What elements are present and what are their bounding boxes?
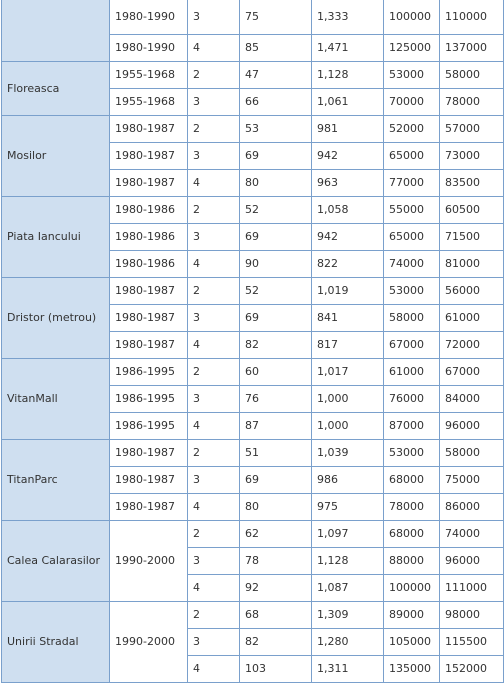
price-min-cell: 58000 [384,304,440,331]
price-min-cell: 67000 [384,331,440,358]
rooms-cell: 2 [188,439,240,466]
area-cell: 52 [240,196,312,223]
construction-period-cell: 1980-1987 [110,493,188,520]
area-cell: 62 [240,520,312,547]
area-cell: 60 [240,358,312,385]
table-row [2,61,504,88]
construction-period-cell: 1955-1968 [110,61,188,88]
price-per-sqm-cell: 963 [312,169,384,196]
table-row [2,0,504,34]
price-min-cell: 53000 [384,61,440,88]
rooms-cell: 3 [188,466,240,493]
construction-period-cell: 1980-1987 [110,277,188,304]
price-max-cell: 78000 [440,88,504,115]
price-min-cell: 52000 [384,115,440,142]
construction-period-cell: 1990-2000 [110,601,188,682]
rooms-cell: 4 [188,655,240,682]
price-min-cell: 53000 [384,277,440,304]
price-per-sqm-cell: 1,311 [312,655,384,682]
rooms-cell: 4 [188,574,240,601]
price-per-sqm-cell: 1,097 [312,520,384,547]
price-min-cell: 68000 [384,466,440,493]
price-min-cell: 105000 [384,628,440,655]
price-max-cell: 57000 [440,115,504,142]
table-row [2,601,504,628]
price-min-cell: 88000 [384,547,440,574]
price-max-cell: 137000 [440,34,504,61]
area-cell: 103 [240,655,312,682]
price-per-sqm-cell: 975 [312,493,384,520]
rooms-cell: 4 [188,493,240,520]
price-per-sqm-cell: 942 [312,223,384,250]
area-cell: 68 [240,601,312,628]
construction-period-cell: 1980-1987 [110,169,188,196]
apartment-price-table [1,0,504,683]
table-row [2,520,504,547]
price-max-cell: 84000 [440,385,504,412]
price-max-cell: 75000 [440,466,504,493]
construction-period-cell: 1980-1987 [110,331,188,358]
price-min-cell: 100000 [384,0,440,34]
rooms-cell: 3 [188,304,240,331]
price-max-cell: 56000 [440,277,504,304]
construction-period-cell: 1980-1986 [110,223,188,250]
construction-period-cell: 1980-1986 [110,250,188,277]
table-row [2,277,504,304]
rooms-cell: 2 [188,61,240,88]
area-cell: 80 [240,493,312,520]
construction-period-cell: 1980-1987 [110,142,188,169]
price-max-cell: 58000 [440,439,504,466]
rooms-cell: 4 [188,34,240,61]
area-cell: 76 [240,385,312,412]
rooms-cell: 2 [188,115,240,142]
price-per-sqm-cell: 1,087 [312,574,384,601]
price-min-cell: 74000 [384,250,440,277]
area-cell: 82 [240,331,312,358]
rooms-cell: 2 [188,277,240,304]
construction-period-cell: 1990-2000 [110,520,188,601]
construction-period-cell: 1980-1987 [110,304,188,331]
table-row [2,115,504,142]
price-min-cell: 78000 [384,493,440,520]
zone-name-cell: Calea Calarasilor [2,520,110,601]
construction-period-cell: 1980-1987 [110,466,188,493]
zone-name-cell: Dristor (metrou) [2,277,110,358]
rooms-cell: 3 [188,142,240,169]
area-cell: 92 [240,574,312,601]
area-cell: 78 [240,547,312,574]
price-per-sqm-cell: 1,061 [312,88,384,115]
price-min-cell: 65000 [384,142,440,169]
area-cell: 47 [240,61,312,88]
rooms-cell: 4 [188,331,240,358]
zone-name-cell: Unirii Stradal [2,601,110,682]
price-max-cell: 72000 [440,331,504,358]
construction-period-cell: 1980-1986 [110,196,188,223]
rooms-cell: 2 [188,196,240,223]
price-max-cell: 61000 [440,304,504,331]
table-row [2,358,504,385]
price-per-sqm-cell: 1,019 [312,277,384,304]
construction-period-cell: 1980-1990 [110,34,188,61]
construction-period-cell: 1955-1968 [110,88,188,115]
area-cell: 87 [240,412,312,439]
price-per-sqm-cell: 1,128 [312,547,384,574]
price-per-sqm-cell: 822 [312,250,384,277]
zone-name-cell: Floreasca [2,61,110,115]
price-per-sqm-cell: 942 [312,142,384,169]
rooms-cell: 2 [188,520,240,547]
price-max-cell: 110000 [440,0,504,34]
price-max-cell: 73000 [440,142,504,169]
rooms-cell: 3 [188,223,240,250]
price-max-cell: 81000 [440,250,504,277]
zone-name-cell: VitanMall [2,358,110,439]
rooms-cell: 3 [188,0,240,34]
rooms-cell: 2 [188,601,240,628]
area-cell: 66 [240,88,312,115]
area-cell: 69 [240,142,312,169]
price-per-sqm-cell: 1,000 [312,385,384,412]
price-min-cell: 87000 [384,412,440,439]
construction-period-cell: 1980-1990 [110,0,188,34]
price-per-sqm-cell: 1,039 [312,439,384,466]
price-min-cell: 53000 [384,439,440,466]
price-min-cell: 125000 [384,34,440,61]
price-min-cell: 76000 [384,385,440,412]
price-max-cell: 67000 [440,358,504,385]
rooms-cell: 3 [188,88,240,115]
price-per-sqm-cell: 1,000 [312,412,384,439]
rooms-cell: 3 [188,628,240,655]
area-cell: 75 [240,0,312,34]
construction-period-cell: 1980-1987 [110,115,188,142]
price-min-cell: 77000 [384,169,440,196]
area-cell: 90 [240,250,312,277]
price-per-sqm-cell: 1,471 [312,34,384,61]
rooms-cell: 2 [188,358,240,385]
price-max-cell: 96000 [440,412,504,439]
construction-period-cell: 1986-1995 [110,358,188,385]
rooms-cell: 3 [188,385,240,412]
rooms-cell: 4 [188,169,240,196]
price-per-sqm-cell: 1,058 [312,196,384,223]
construction-period-cell: 1986-1995 [110,385,188,412]
construction-period-cell: 1980-1987 [110,439,188,466]
price-per-sqm-cell: 1,280 [312,628,384,655]
zone-name-cell [2,0,110,61]
price-max-cell: 96000 [440,547,504,574]
price-max-cell: 74000 [440,520,504,547]
price-max-cell: 98000 [440,601,504,628]
area-cell: 85 [240,34,312,61]
price-min-cell: 135000 [384,655,440,682]
zone-name-cell: Mosilor [2,115,110,196]
price-min-cell: 68000 [384,520,440,547]
price-max-cell: 60500 [440,196,504,223]
price-min-cell: 61000 [384,358,440,385]
rooms-cell: 3 [188,547,240,574]
price-per-sqm-cell: 986 [312,466,384,493]
area-cell: 82 [240,628,312,655]
price-max-cell: 71500 [440,223,504,250]
price-per-sqm-cell: 1,333 [312,0,384,34]
price-max-cell: 111000 [440,574,504,601]
price-max-cell: 86000 [440,493,504,520]
price-per-sqm-cell: 841 [312,304,384,331]
area-cell: 69 [240,223,312,250]
zone-name-cell: Piata Iancului [2,196,110,277]
price-max-cell: 83500 [440,169,504,196]
area-cell: 80 [240,169,312,196]
rooms-cell: 4 [188,412,240,439]
construction-period-cell: 1986-1995 [110,412,188,439]
price-min-cell: 89000 [384,601,440,628]
price-max-cell: 58000 [440,61,504,88]
price-per-sqm-cell: 1,017 [312,358,384,385]
price-per-sqm-cell: 1,128 [312,61,384,88]
price-per-sqm-cell: 981 [312,115,384,142]
area-cell: 52 [240,277,312,304]
area-cell: 69 [240,304,312,331]
table-row [2,439,504,466]
table-row [2,196,504,223]
price-min-cell: 55000 [384,196,440,223]
price-min-cell: 70000 [384,88,440,115]
price-per-sqm-cell: 1,309 [312,601,384,628]
price-max-cell: 152000 [440,655,504,682]
area-cell: 53 [240,115,312,142]
price-per-sqm-cell: 817 [312,331,384,358]
zone-name-cell: TitanParc [2,439,110,520]
area-cell: 51 [240,439,312,466]
price-min-cell: 65000 [384,223,440,250]
area-cell: 69 [240,466,312,493]
price-max-cell: 115500 [440,628,504,655]
price-min-cell: 100000 [384,574,440,601]
rooms-cell: 4 [188,250,240,277]
